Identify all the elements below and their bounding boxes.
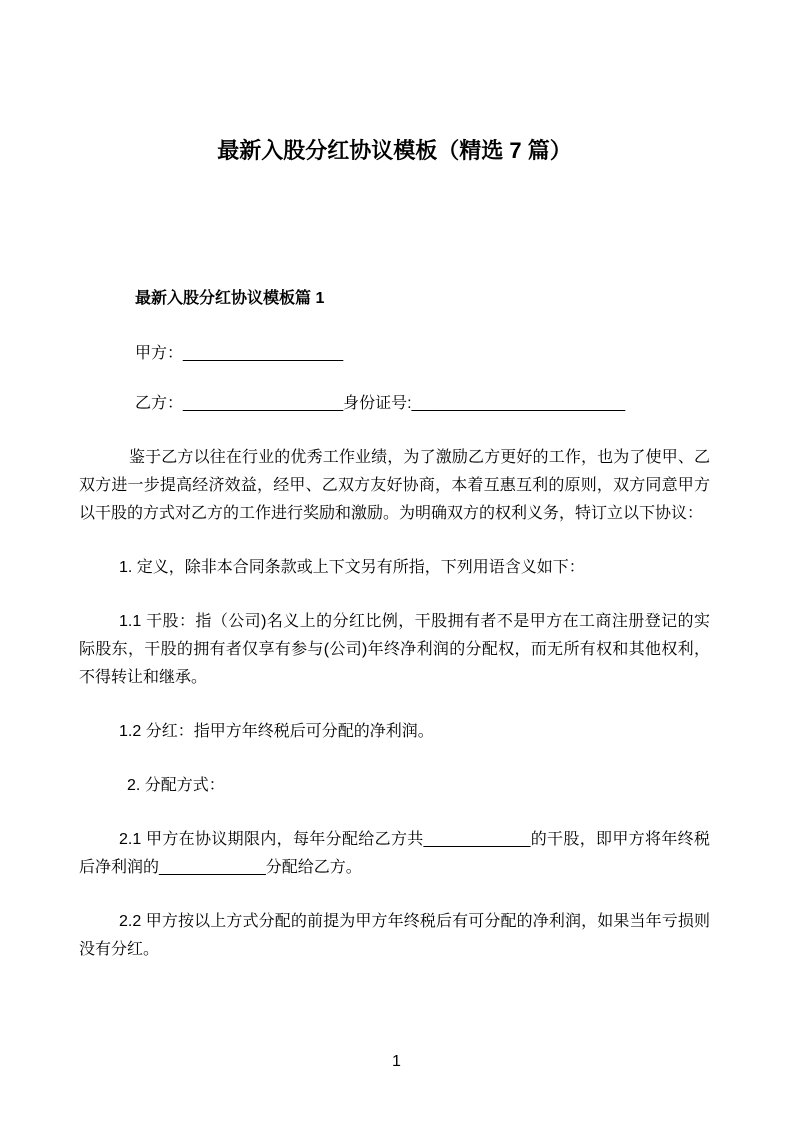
page-number: 1 [392,1053,401,1070]
document-title: 最新入股分红协议模板（精选 7 篇） [217,138,572,163]
paragraph-preamble: 鉴于乙方以往在行业的优秀工作业绩，为了激励乙方更好的工作，也为了使甲、乙双方进一步提高经济效益，经甲、乙双方友好协商，本着互惠互利的原则，双方同意甲方以干股的方式对乙方的工作进行奖励和激励。为明确双方的权利义务，特订立以下协议： [79,449,710,522]
paragraph-clause-1-1: 1.1 干股：指（公司)名义上的分红比例，干股拥有者不是甲方在工商注册登记的实际股东，干股的拥有者仅享有参与(公司)年终净利润的分配权，而无所有权和其他权利，不得转让和继承。 [79,613,710,686]
party-b-line: 乙方：__________________身份证号:________________________ [135,395,626,412]
paragraph-clause-2: 2. 分配方式： [127,777,225,794]
paragraph-clause-2-1: 2.1 甲方在协议期限内，每年分配给乙方共____________的干股，即甲方将年终税后净利润的____________分配给乙方。 [79,831,710,876]
paragraph-clause-2-2: 2.2 甲方按以上方式分配的前提为甲方年终税后有可分配的净利润，如果当年亏损则没有分红。 [79,913,710,958]
paragraph-clause-1: 1. 定义，除非本合同条款或上下文另有所指，下列用语含义如下： [119,559,585,576]
section-heading: 最新入股分红协议模板篇 1 [135,290,325,307]
party-a-line: 甲方：__________________ [135,345,344,362]
paragraph-clause-1-2: 1.2 分红：指甲方年终税后可分配的净利润。 [119,723,434,740]
